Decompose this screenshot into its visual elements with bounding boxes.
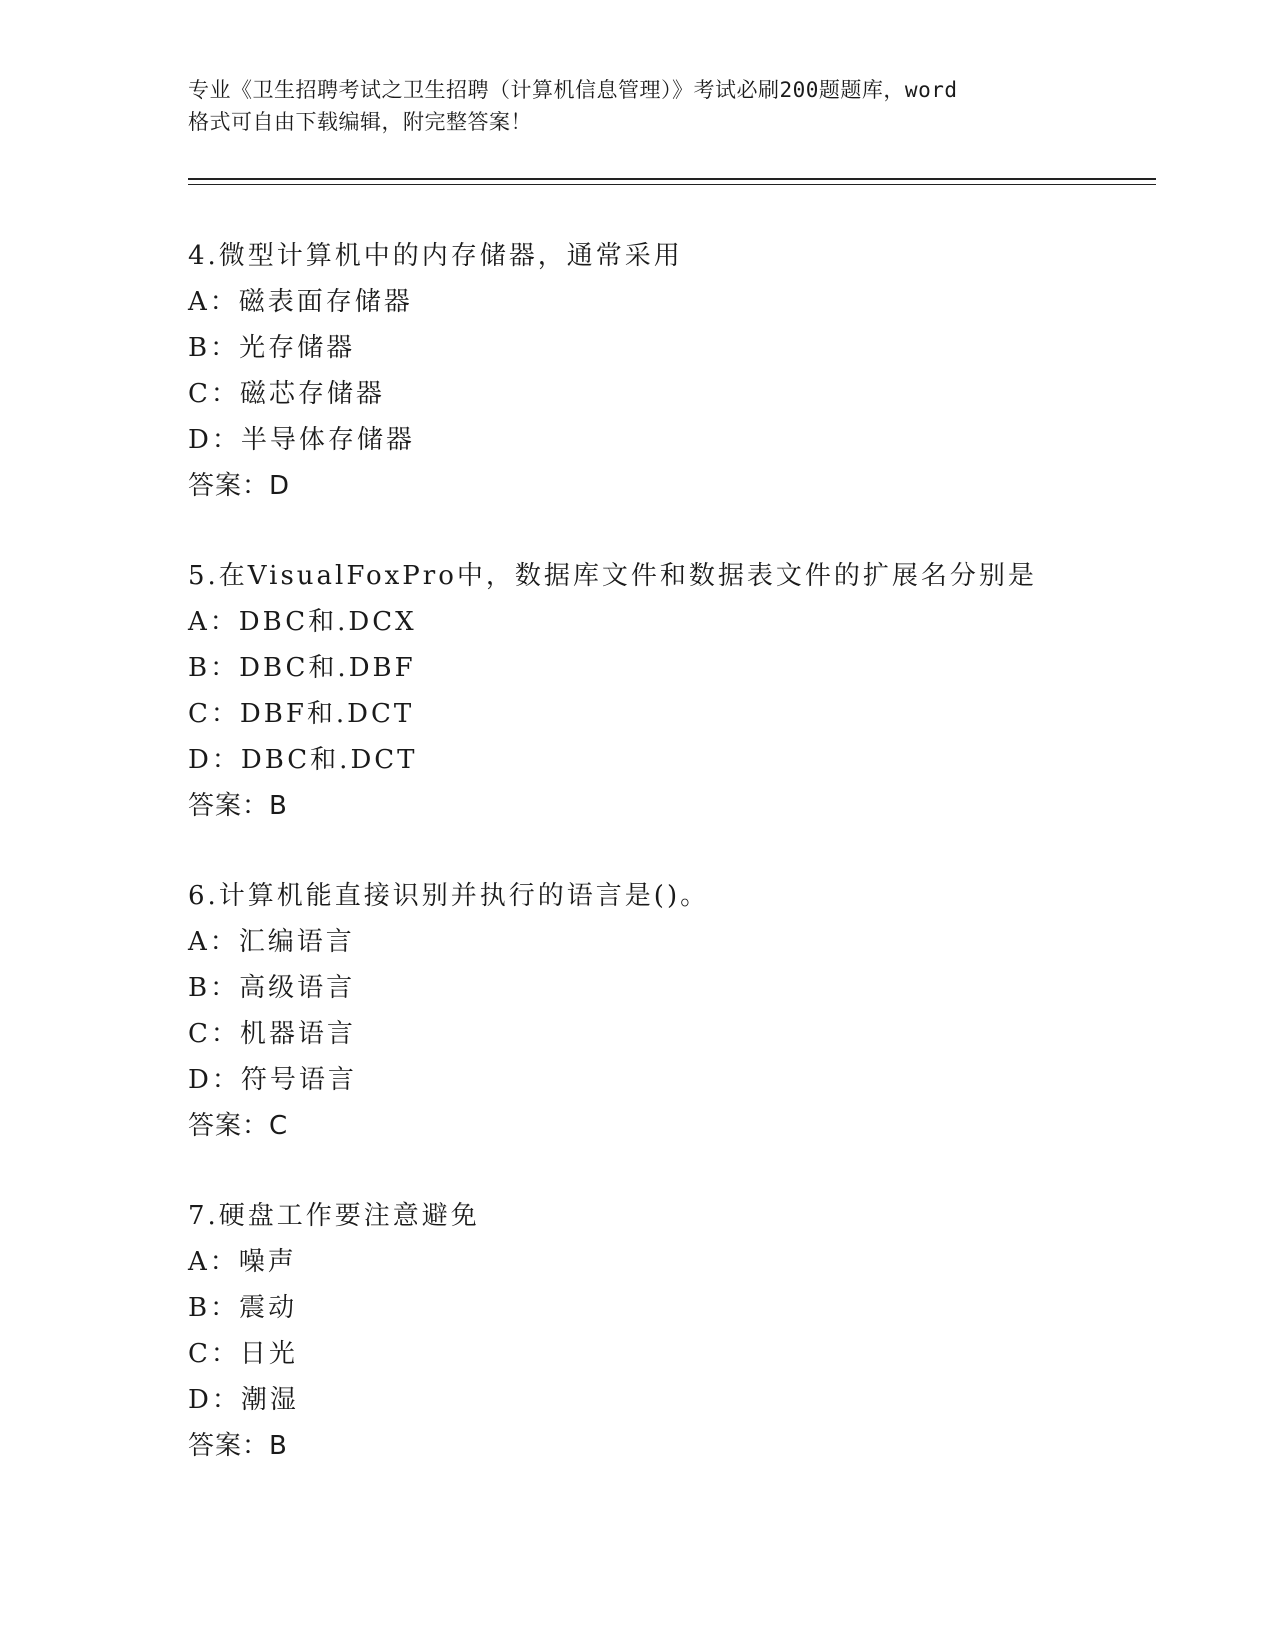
option-b: B：DBC和.DBF bbox=[188, 653, 416, 683]
option-d: D：潮湿 bbox=[188, 1385, 299, 1415]
header-divider-thin bbox=[188, 184, 1156, 185]
option-b: B：光存储器 bbox=[188, 333, 356, 363]
question-5 bbox=[188, 553, 1148, 829]
option-c: C：机器语言 bbox=[188, 1019, 356, 1049]
question-stem: 5.在VisualFoxPro中，数据库文件和数据表文件的扩展名分别是 bbox=[188, 561, 1037, 591]
option-a: A：DBC和.DCX bbox=[188, 607, 417, 637]
header-line-1: 专业《卫生招聘考试之卫生招聘（计算机信息管理）》考试必刷200题题库，word bbox=[188, 78, 958, 102]
header-divider bbox=[188, 178, 1156, 180]
question-7 bbox=[188, 1193, 1148, 1469]
header-line-2: 格式可自由下载编辑，附完整答案！ bbox=[188, 110, 532, 134]
option-c: C：日光 bbox=[188, 1339, 298, 1369]
question-4 bbox=[188, 233, 1148, 509]
answer: 答案：B bbox=[188, 791, 288, 821]
option-c: C：DBF和.DCT bbox=[188, 699, 415, 729]
question-stem: 6.计算机能直接识别并执行的语言是()。 bbox=[188, 881, 710, 911]
question-6 bbox=[188, 873, 1148, 1149]
option-a: A：噪声 bbox=[188, 1247, 297, 1277]
document-header bbox=[188, 74, 1088, 138]
option-d: D：半导体存储器 bbox=[188, 425, 415, 455]
option-b: B：震动 bbox=[188, 1293, 298, 1323]
answer: 答案：B bbox=[188, 1431, 288, 1461]
answer: 答案：D bbox=[188, 471, 291, 501]
option-b: B：高级语言 bbox=[188, 973, 356, 1003]
option-c: C：磁芯存储器 bbox=[188, 379, 385, 409]
question-stem: 4.微型计算机中的内存储器，通常采用 bbox=[188, 241, 683, 271]
option-d: D：DBC和.DCT bbox=[188, 745, 418, 775]
question-stem: 7.硬盘工作要注意避免 bbox=[188, 1201, 480, 1231]
option-a: A：磁表面存储器 bbox=[188, 287, 413, 317]
answer: 答案：C bbox=[188, 1111, 289, 1141]
option-a: A：汇编语言 bbox=[188, 927, 355, 957]
option-d: D：符号语言 bbox=[188, 1065, 357, 1095]
